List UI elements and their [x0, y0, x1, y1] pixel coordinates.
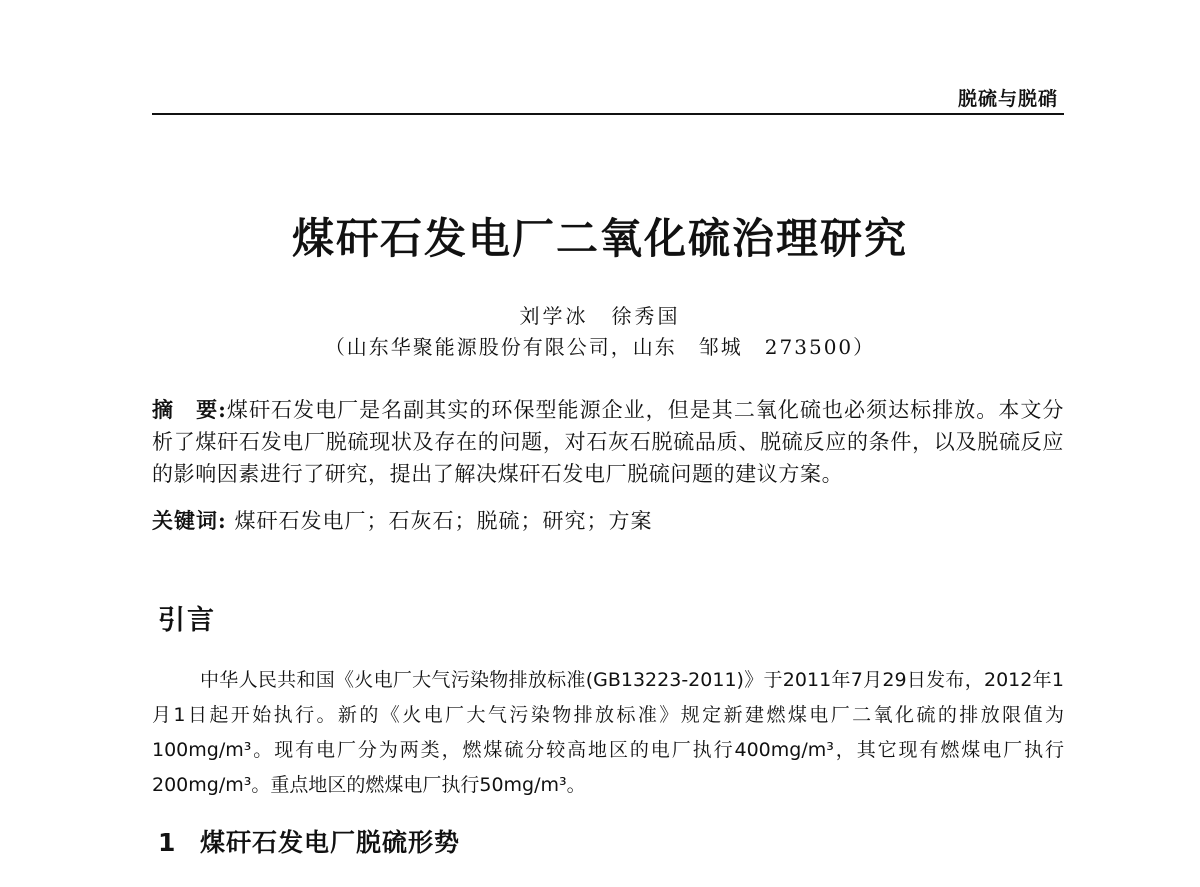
header-rule [152, 113, 1064, 115]
author-affiliation: （山东华聚能源股份有限公司，山东 邹城 273500） [324, 335, 876, 359]
abstract [152, 394, 1064, 490]
keywords-label: 关键词: [152, 508, 227, 533]
section-1-number: 1 [158, 828, 177, 857]
section-1-heading [158, 823, 460, 859]
running-header: 脱硫与脱硝 [957, 88, 1058, 110]
abstract-text: 煤矸石发电厂是名副其实的环保型能源企业，但是其二氧化硫也必须达标排放。本文分析了煤矸石发电厂脱硫现状及存在的问题，对石灰石脱硫品质、脱硫反应的条件，以及脱硫反应的影响因素进行了研究，提出了解决煤矸石发电厂脱硫问题的建议方案。 [152, 398, 1065, 486]
keywords [152, 505, 1064, 535]
intro-paragraph: 中华人民共和国《火电厂大气污染物排放标准(GB13223-2011)》于2011年7月29日发布，2012年1月1日起开始执行。新的《火电厂大气污染物排放标准》规定新建燃煤电厂二氧化硫的排放限值为100mg/m³。现有电厂分为两类，燃煤硫分较高地区的电厂执行400mg/m³，其它现有燃煤电厂执行200mg/m³。重点地区的燃煤电厂执行50mg/m³。 [152, 669, 1064, 796]
intro-heading: 引言 [158, 605, 216, 636]
keywords-text: 煤矸石发电厂；石灰石；脱硫；研究；方案 [234, 509, 653, 533]
author-list: 刘学冰 徐秀国 [519, 304, 681, 328]
paper-title: 煤矸石发电厂二氧化硫治理研究 [291, 214, 908, 263]
abstract-label: 摘 要: [152, 397, 227, 422]
section-1-title: 煤矸石发电厂脱硫形势 [200, 828, 461, 857]
